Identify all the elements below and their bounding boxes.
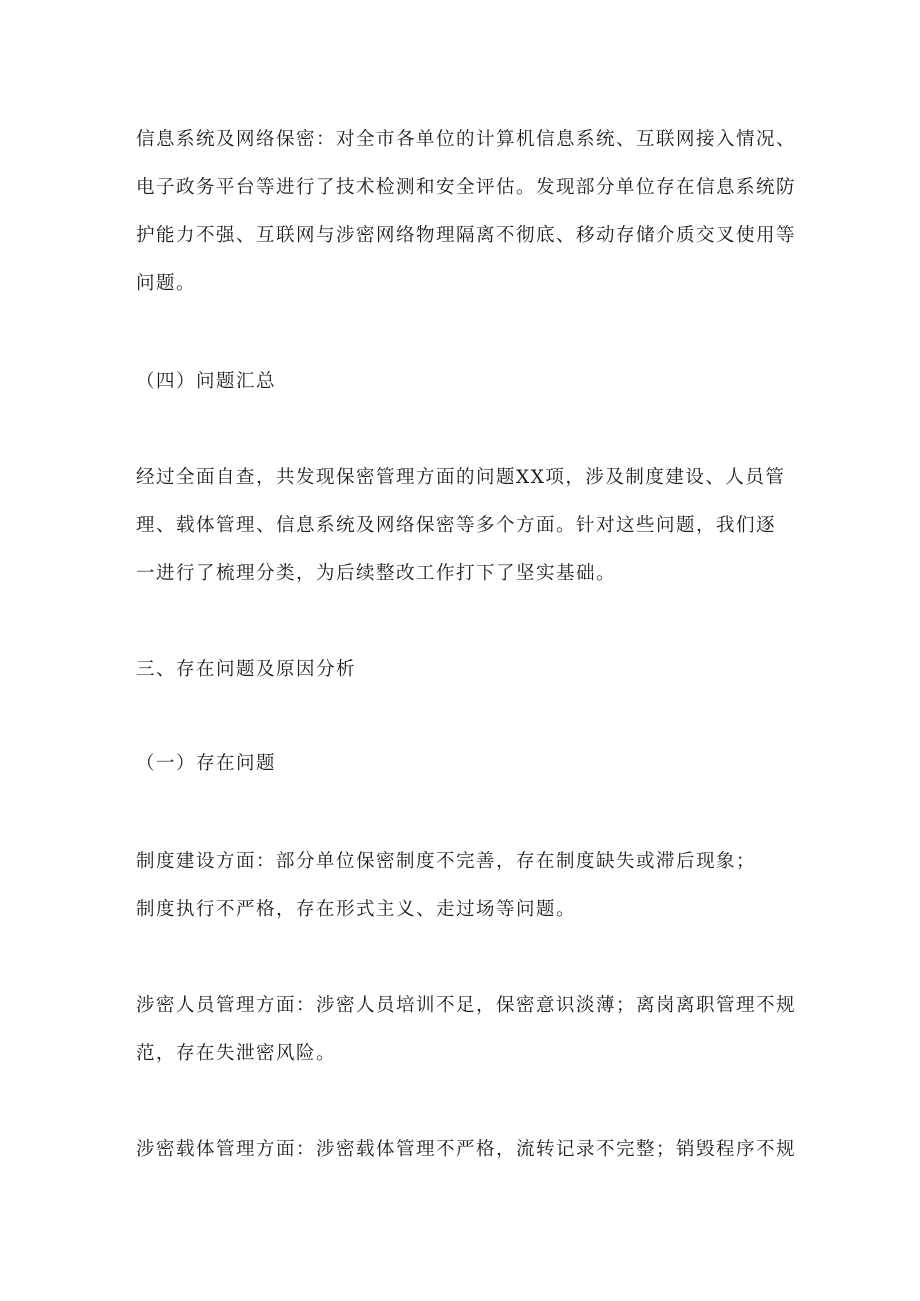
heading-problem-summary: （四）问题汇总 [136, 371, 277, 392]
heading-existing-problems: （一）存在问题 [136, 753, 277, 774]
text-line: 制度执行不严格，存在形式主义、走过场等问题。 [136, 899, 577, 920]
text-line: 范，存在失泄密风险。 [136, 1043, 337, 1064]
text-line: 一进行了梳理分类，为后续整改工作打下了坚实基础。 [136, 563, 617, 584]
text-line: 问题。 [136, 273, 197, 294]
text-line: 涉密载体管理方面：涉密载体管理不严格，流转记录不完整；销毁程序不规 [136, 1139, 797, 1160]
text-line: 信息系统及网络保密：对全市各单位的计算机信息系统、互联网接入情况、 [136, 129, 797, 150]
heading-section-three: 三、存在问题及原因分析 [136, 659, 357, 680]
text-line: 涉密人员管理方面：涉密人员培训不足，保密意识淡薄；离岗离职管理不规 [136, 995, 797, 1016]
paragraph-personnel-management [136, 982, 796, 1078]
text-line: 经过全面自查，共发现保密管理方面的问题XX项，涉及制度建设、人员管 [136, 467, 786, 488]
text-line: 护能力不强、互联网与涉密网络物理隔离不彻底、移动存储介质交叉使用等 [136, 225, 797, 246]
paragraph-summary [136, 454, 796, 598]
text-line: 电子政务平台等进行了技术检测和安全评估。发现部分单位存在信息系统防 [136, 177, 797, 198]
text-line: 理、载体管理、信息系统及网络保密等多个方面。针对这些问题，我们逐 [136, 515, 777, 536]
paragraph-system-building [136, 838, 796, 934]
paragraph-carrier-management [136, 1126, 796, 1174]
paragraph-network-security [136, 116, 796, 308]
text-line: 制度建设方面：部分单位保密制度不完善，存在制度缺失或滞后现象； [136, 851, 757, 872]
